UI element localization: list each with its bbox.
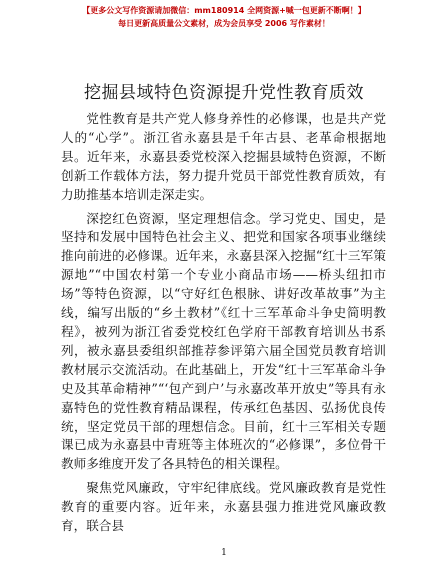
paragraph-red-resources: 深挖红色资源，坚定理想信念。学习党史、国史，是坚持和发展中国特色社会主义、把党和国家各项事业继续推向前进的必修课。近年来，永嘉县深入挖掘“红十三军策源地”“中国农村第一个专业小商品市场——桥头纽扣市场”等特色资源，以“守好红色根脉、讲好改革故事”为主线，编写出版的“乡土教材”《红十三军革命斗争史简明教程》，被列为浙江省委党校红色学府干部教育培训丛书系列，被永嘉县委组织部推荐参评第六届全国党员教育培训教材展示交流活动。在此基础上，开发“红十三军革命斗争史及其革命精神”“‘包产到户’与永嘉改革开放史”等具有永嘉特色的党性教育精品课程，传承红色基因、弘扬优良传统，坚定党员干部的理想信念。目前，红十三军相关专题课已成为永嘉县中青班等主体班次的“必修课”，多位骨干教师多维度开发了各具特色的相关课程。 [61, 210, 386, 472]
promo-banner [0, 4, 448, 30]
paragraph-party-conduct: 聚焦党风廉政，守牢纪律底线。党风廉政教育是党性教育的重要内容。近年来，永嘉县强力推进党风廉政教育，联合县 [61, 480, 386, 534]
page-number: 1 [221, 548, 227, 558]
document-body [61, 110, 386, 541]
document-title: 挖掘县域特色资源提升党性教育质效 [84, 83, 364, 103]
promo-banner-line-2: 每日更新高质量公文素材，成为会员享受 2006 写作素材！ [118, 19, 330, 28]
promo-banner-line-1: 【更多公文写作资源请加微信：mm180914 全网资源+喊一包更新不断啊！】 [82, 6, 366, 15]
paragraph-intro: 党性教育是共产党人修身养性的必修课，也是共产党人的“心学”。浙江省永嘉县是千年古县、老革命根据地县。近年来，永嘉县委党校深入挖掘县域特色资源，不断创新工作载体方法，努力提升党员干部党性教育质效，有力助推基本培训走深走实。 [61, 111, 386, 202]
